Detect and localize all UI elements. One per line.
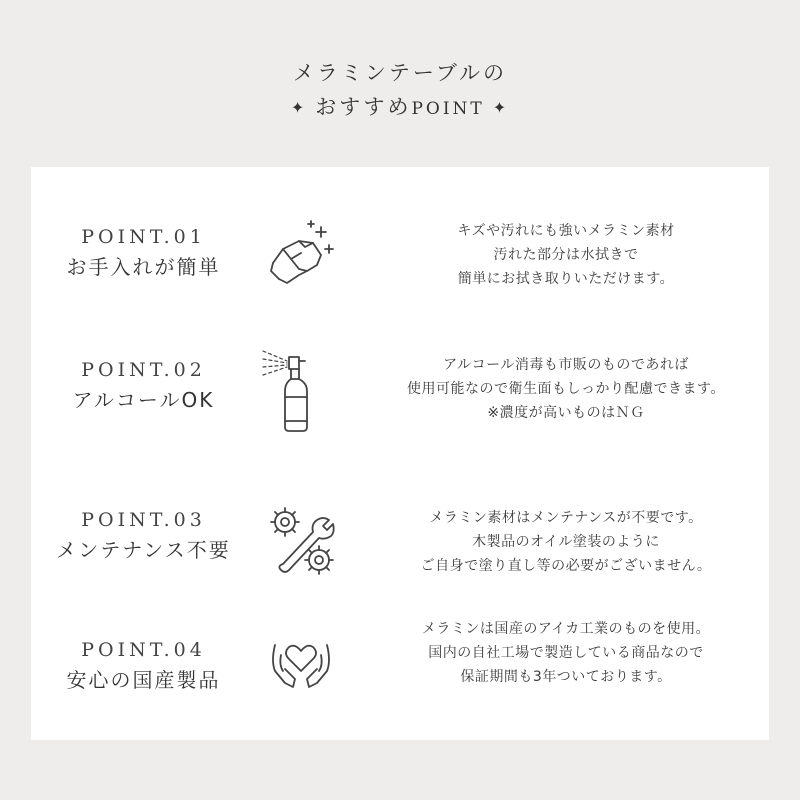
point-row-03 bbox=[31, 502, 769, 622]
point-description: メラミンは国産のアイカ工業のものを使用。 国内の自社工場で製造している商品なので 保証期間も3年ついております。 bbox=[421, 621, 711, 685]
sparkle-left-icon: ✦ bbox=[290, 98, 308, 117]
page-title-line1: メラミンテーブルの bbox=[292, 61, 508, 85]
wiping-hand-icon bbox=[261, 219, 341, 299]
point-title: お手入れが簡単 bbox=[66, 255, 221, 279]
point-row-02 bbox=[31, 347, 769, 467]
point-description: キズや汚れにも強いメラミン素材 汚れた部分は水拭きで 簡単にお拭き取りいただけます。 bbox=[457, 223, 675, 287]
point-title: 安心の国産製品 bbox=[66, 668, 221, 692]
sparkle-right-icon: ✦ bbox=[492, 98, 510, 117]
point-number: POINT.02 bbox=[81, 359, 206, 381]
point-row-04 bbox=[31, 617, 769, 737]
point-label-03 bbox=[31, 507, 256, 565]
points-card bbox=[31, 167, 769, 740]
page-title-jp: おすすめPOINT bbox=[315, 95, 485, 119]
point-number: POINT.03 bbox=[81, 509, 206, 531]
spray-bottle-icon bbox=[261, 347, 341, 435]
point-description: アルコール消毒も市販のものであれば 使用可能なので衛生面もしっかり配慮できます。 ※濃度が高いものはＮＧ bbox=[407, 357, 725, 421]
point-title: アルコールOK bbox=[72, 388, 215, 412]
point-label-02 bbox=[31, 357, 256, 415]
point-number: POINT.04 bbox=[81, 639, 206, 661]
point-description: メラミン素材はメンテナンスが不要です。 木製品のオイル塗装のように ご自身で塗り直し等の必要がございません。 bbox=[420, 510, 712, 574]
point-row-01 bbox=[31, 219, 769, 339]
page-header bbox=[0, 58, 800, 124]
point-number: POINT.01 bbox=[81, 226, 206, 248]
heart-hands-icon bbox=[261, 631, 341, 711]
point-label-01 bbox=[31, 224, 256, 282]
gears-wrench-icon bbox=[261, 502, 341, 582]
point-title: メンテナンス不要 bbox=[56, 538, 231, 562]
page-title-line2 bbox=[0, 92, 800, 124]
point-label-04 bbox=[31, 637, 256, 695]
